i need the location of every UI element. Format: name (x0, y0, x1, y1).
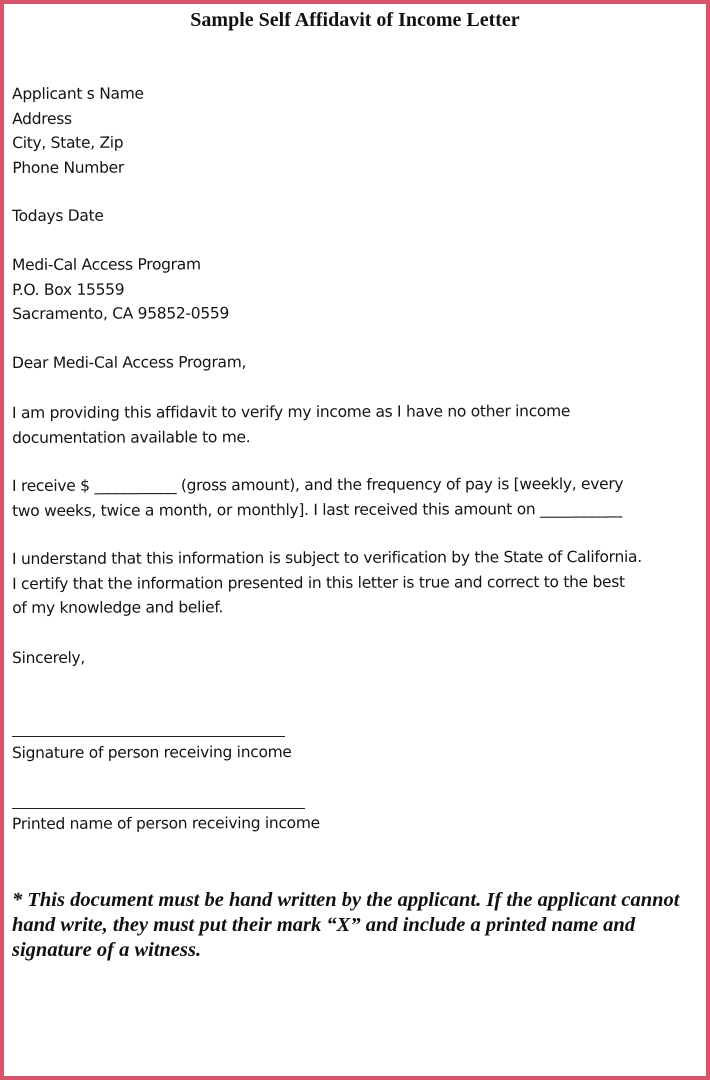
applicant-city-state-zip: City, State, Zip (12, 133, 124, 153)
printed-name-label-block (12, 811, 320, 837)
paragraph-line: I understand that this information is subject to verification by the State of California. (12, 547, 642, 568)
paragraph-line: I am providing this affidavit to verify my income as I have no other income (12, 402, 571, 422)
signature-label: Signature of person receiving income (12, 743, 292, 762)
closing: Sincerely, (12, 648, 86, 667)
applicant-block (12, 82, 144, 181)
recipient-po-box: P.O. Box 15559 (12, 280, 125, 299)
handwriting-requirement-note: * This document must be hand written by the applicant. If the applicant cannot hand write, they must put their mark “X” and include a printed name and signature of a witness. (12, 889, 680, 961)
recipient-block (12, 252, 229, 327)
applicant-phone: Phone Number (12, 158, 124, 177)
signature-line (12, 736, 285, 737)
applicant-name: Applicant s Name (12, 84, 144, 103)
paragraph-2 (12, 472, 623, 523)
letter-date: Todays Date (12, 206, 104, 225)
printed-name-line (12, 808, 305, 809)
paragraph-line: two weeks, twice a month, or monthly]. I last received this amount on ___________ (12, 499, 622, 520)
recipient-city: Sacramento, CA 95852-0559 (12, 304, 230, 324)
closing-block (12, 646, 85, 671)
paragraph-line: documentation available to me. (12, 427, 251, 447)
page-title: Sample Self Affidavit of Income Letter (190, 9, 520, 31)
date-block (12, 204, 104, 229)
paragraph-line: of my knowledge and belief. (12, 598, 224, 618)
recipient-name: Medi-Cal Access Program (12, 255, 201, 274)
printed-name-label: Printed name of person receiving income (12, 813, 320, 833)
paragraph-line: I certify that the information presented in this letter is true and correct to the best (12, 572, 625, 593)
paragraph-3 (12, 545, 642, 621)
salutation: Dear Medi-Cal Access Program, (12, 353, 247, 372)
salutation-block (12, 350, 246, 375)
applicant-address: Address (12, 109, 72, 128)
paragraph-1 (12, 399, 570, 450)
paragraph-line: I receive $ ___________ (gross amount), and the frequency of pay is [weekly, every (12, 474, 624, 495)
signature-label-block (12, 740, 292, 766)
